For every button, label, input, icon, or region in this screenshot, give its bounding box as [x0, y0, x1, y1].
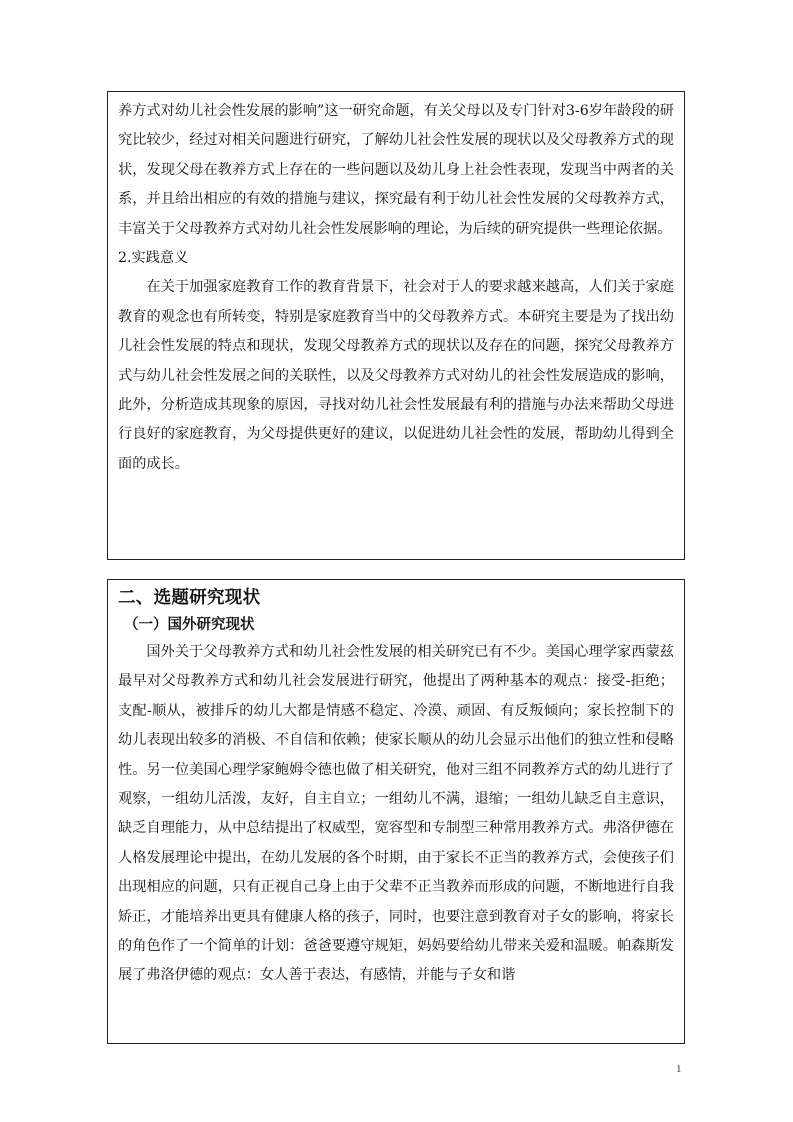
subsection-heading: （一）国外研究现状: [124, 617, 255, 633]
section-box-research-status: [107, 579, 685, 1044]
foreign-research-paragraph: 国外关于父母教养方式和幼儿社会性发展的相关研究已有不少。美国心理学家西蒙兹最早对父母教养方式和幼儿社会发展进行研究，他提出了两种基本的观点：接受-拒绝；支配-顺从，被排斥的幼儿大都是情感不稳定、冷漠、顽固、有反叛倾向；家长控制下的幼儿表现出较多的消极、不自信和依赖；使家长顺从的幼儿会显示出他们的独立性和侵略性。另一位美国心理学家鲍姆令德也做了相关研究，他对三组不同教养方式的幼儿进行了观察，一组幼儿活泼，友好，自主自立；一组幼儿不满，退缩；一组幼儿缺乏自主意识，缺乏自理能力，从中总结提出了权威型，宽容型和专制型三种常用教养方式。弗洛伊德在人格发展理论中提出，在幼儿发展的各个时期，由于家长不正当的教养方式，会使孩子们出现相应的问题，只有正视自己身上由于父辈不正当教养而形成的问题，不断地进行自我矫正，才能培养出更具有健康人格的孩子，同时，也要注意到教育对子女的影响，将家长的角色作了一个简单的计划：爸爸要遵守规矩，妈妈要给幼儿带来关爱和温暖。帕森斯发展了弗洛伊德的观点：女人善于表达，有感情，并能与子女和谐: [118, 644, 674, 984]
section-heading: 二、选题研究现状: [118, 588, 261, 608]
section-box-significance: [107, 91, 685, 560]
practical-significance-heading: 2.实践意义: [118, 250, 189, 267]
theory-significance-paragraph: 养方式对幼儿社会性发展的影响”这一研究命题，有关父母以及专门针对3-6岁年龄段的研究比较少，经过对相关问题进行研究，了解幼儿社会性发展的现状以及父母教养方式的现状，发现父母在教养方式上存在的一些问题以及幼儿身上社会性表现，发现当中两者的关系，并且给出相应的有效的措施与建议，探究最有利于幼儿社会性发展的父母教养方式，丰富关于父母教养方式对幼儿社会性发展影响的理论，为后续的研究提供一些理论依据。: [118, 103, 674, 237]
practical-significance-paragraph: 在关于加强家庭教育工作的教育背景下，社会对于人的要求越来越高，人们关于家庭教育的观念也有所转变，特别是家庭教育当中的父母教养方式。本研究主要是为了找出幼儿社会性发展的特点和现状，发现父母教养方式的现状以及存在的问题，探究父母教养方式与幼儿社会性发展之间的关联性，以及父母教养方式对幼儿的社会性发展造成的影响，此外，分析造成其现象的原因，寻找对幼儿社会性发展最有利的措施与办法来帮助父母进行良好的家庭教育，为父母提供更好的建议，以促进幼儿社会性的发展，帮助幼儿得到全面的成长。: [118, 279, 674, 472]
page-number: 1: [676, 1063, 682, 1075]
